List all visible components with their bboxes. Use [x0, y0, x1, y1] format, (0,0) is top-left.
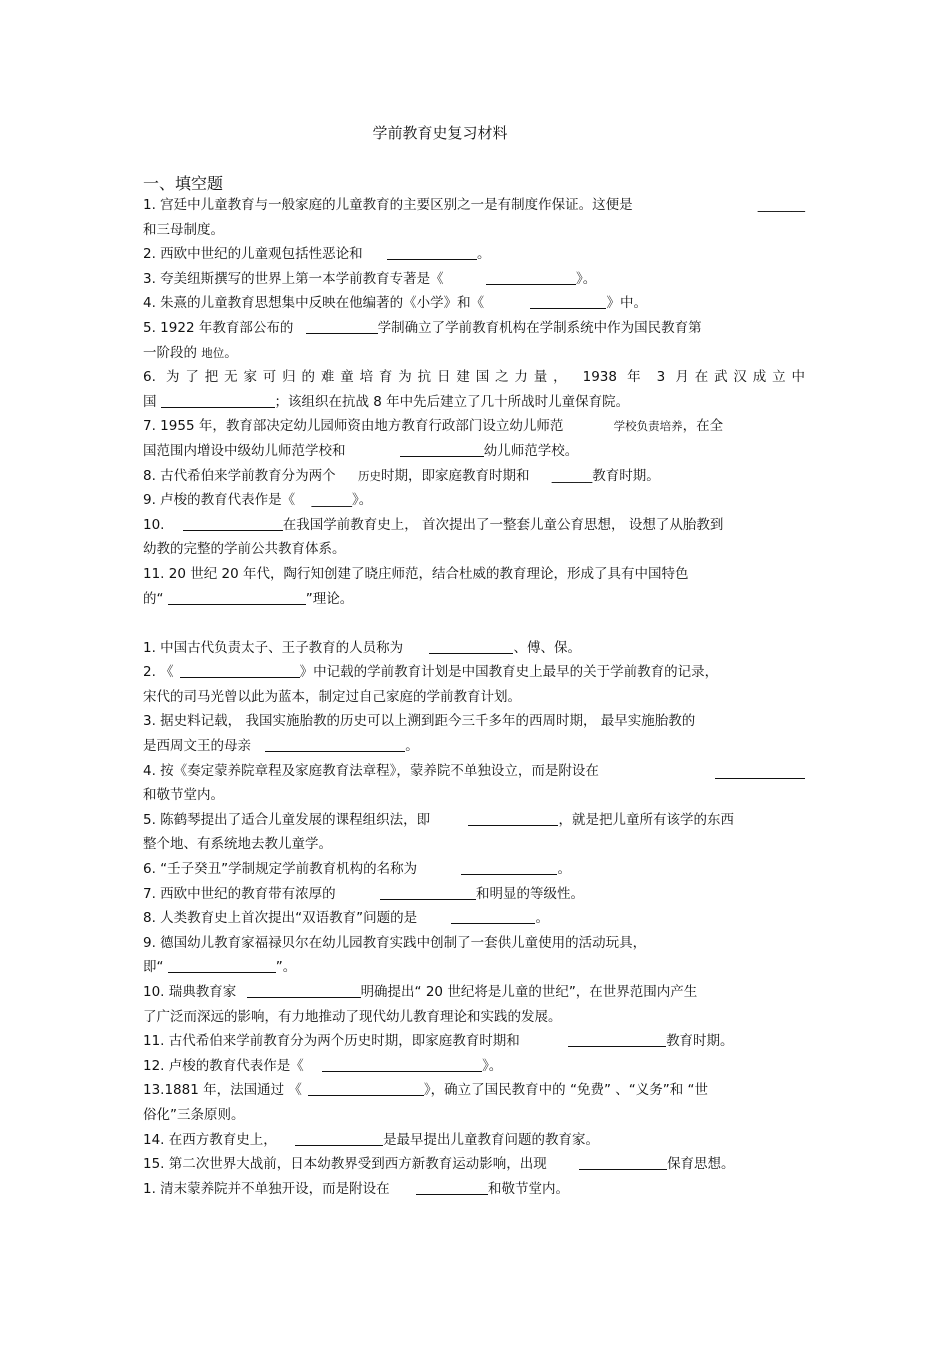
question-line: 15. 第二次世界大战前，日本幼教界受到西方新教育运动影响，出现 保育思想。	[143, 1156, 735, 1173]
answer-blank[interactable]	[380, 884, 476, 900]
question-line: 11. 20 世纪 20 年代，陶行知创建了晓庄师范，结合杜威的教育理论，形成了具有中国特色	[143, 565, 689, 582]
answer-blank[interactable]	[579, 1154, 667, 1170]
answer-blank[interactable]	[468, 810, 558, 826]
question-line: 1. 中国古代负责太子、王子教育的人员称为 、傅、保。	[143, 639, 581, 656]
question-line: 俗化”三条原则。	[143, 1106, 245, 1123]
answer-blank[interactable]	[306, 318, 378, 334]
answer-blank[interactable]	[247, 982, 361, 998]
answer-blank[interactable]	[183, 515, 283, 531]
question-line: 4. 按《奏定蒙养院章程及家庭教育法章程》，蒙养院不单独设立，而是附设在	[143, 759, 805, 784]
question-line: 1. 清末蒙养院并不单独开设，而是附设在 和敬节堂内。	[143, 1180, 569, 1197]
answer-blank[interactable]	[530, 293, 606, 309]
question-line: 1. 宫廷中儿童教育与一般家庭的儿童教育的主要区别之一是有制度作保证。这便是 _______	[143, 197, 805, 213]
question-line: 7. 1955 年，教育部决定幼儿园师资由地方教育行政部门设立幼儿师范 学校负责培养，在全	[143, 418, 724, 435]
answer-blank[interactable]	[180, 662, 300, 678]
document-title: 学前教育史复习材料	[372, 124, 508, 142]
question-line: 10. 在我国学前教育史上， 首次提出了一整套儿童公育思想， 设想了从胎教到	[143, 516, 724, 533]
answer-blank[interactable]	[322, 1056, 482, 1072]
question-line: 的“ ”理论。	[143, 590, 354, 607]
answer-blank[interactable]	[308, 1080, 424, 1096]
question-line: 宋代的司马光曾以此为蓝本，制定过自己家庭的学前教育计划。	[143, 688, 521, 705]
answer-blank[interactable]	[451, 908, 535, 924]
question-line: 6. 为了把无家可归的难童培育为抗日建国之力量， 1938 年 3 月在武汉成立中	[143, 369, 805, 386]
question-line: 国范围内增设中级幼儿师范学校和 幼儿师范学校。	[143, 442, 579, 459]
question-line: 3. 夸美纽斯撰写的世界上第一本学前教育专著是《 》。	[143, 270, 597, 287]
section-heading: 一、填空题	[143, 174, 224, 193]
question-line: 了广泛而深远的影响，有力地推动了现代幼儿教育理论和实践的发展。	[143, 1008, 562, 1025]
answer-blank[interactable]	[295, 1130, 383, 1146]
question-line: 12. 卢梭的教育代表作是《 》。	[143, 1057, 503, 1074]
answer-blank[interactable]	[168, 957, 276, 973]
question-line: 8. 古代希伯来学前教育分为两个 历史时期，即家庭教育时期和 ______教育时期。	[143, 467, 660, 484]
question-line: 3. 据史料记载， 我国实施胎教的历史可以上溯到距今三千多年的西周时期， 最早实施胎教的	[143, 713, 696, 730]
question-line: 一阶段的 地位。	[143, 344, 238, 361]
question-line: 5. 陈鹤琴提出了适合儿童发展的课程组织法，即 ，就是把儿童所有该学的东西	[143, 811, 734, 828]
answer-blank[interactable]	[461, 859, 557, 875]
answer-blank[interactable]	[416, 1179, 488, 1195]
question-list	[143, 193, 805, 1201]
question-line: 14. 在西方教育史上， 是最早提出儿童教育问题的教育家。	[143, 1131, 600, 1148]
answer-blank[interactable]	[387, 244, 477, 260]
question-line: 2. 西欧中世纪的儿童观包括性恶论和 。	[143, 246, 491, 263]
section-gap	[143, 611, 805, 636]
answer-blank[interactable]	[715, 763, 805, 779]
question-line: 国 ；该组织在抗战 8 年中先后建立了几十所战时儿童保育院。	[143, 393, 630, 410]
question-line: 2. 《 》中记载的学前教育计划是中国教育史上最早的关于学前教育的记录，	[143, 664, 719, 681]
question-line: 10. 瑞典教育家 明确提出“ 20 世纪将是儿童的世纪”，在世界范围内产生	[143, 984, 698, 1000]
question-line: 和敬节堂内。	[143, 787, 224, 804]
question-line: 9. 卢梭的教育代表作是《 ______》。	[143, 492, 373, 509]
question-line: 即“ ”。	[143, 959, 297, 976]
question-line: 幼教的完整的学前公共教育体系。	[143, 541, 346, 558]
question-line: 是西周文王的母亲 。	[143, 738, 419, 755]
question-line: 7. 西欧中世纪的教育带有浓厚的 和明显的等级性。	[143, 885, 584, 902]
question-line: 4. 朱熹的儿童教育思想集中反映在他编著的《小学》和《 》中。	[143, 295, 647, 312]
question-line: 整个地、有系统地去教儿童学。	[143, 836, 332, 853]
question-line: 9. 德国幼儿教育家福禄贝尔在幼儿园教育实践中创制了一套供儿童使用的活动玩具，	[143, 934, 647, 951]
answer-blank[interactable]	[161, 392, 275, 408]
question-line: 11. 古代希伯来学前教育分为两个历史时期，即家庭教育时期和 教育时期。	[143, 1033, 734, 1050]
answer-blank[interactable]	[400, 441, 484, 457]
question-line: 6. “壬子癸丑”学制规定学前教育机构的名称为 。	[143, 861, 571, 878]
answer-blank[interactable]	[429, 638, 513, 654]
answer-blank[interactable]	[168, 589, 306, 605]
question-line: 和三母制度。	[143, 221, 224, 238]
question-line: 5. 1922 年教育部公布的 学制确立了学前教育机构在学制系统中作为国民教育第	[143, 319, 702, 336]
answer-blank[interactable]	[568, 1031, 666, 1047]
answer-blank[interactable]	[486, 269, 576, 285]
question-line: 13.1881 年，法国通过 《 》，确立了国民教育中的 “免费” 、“义务”和 “世	[143, 1082, 709, 1099]
answer-blank[interactable]	[265, 736, 405, 752]
question-line: 8. 人类教育史上首次提出“双语教育”问题的是 。	[143, 910, 549, 927]
